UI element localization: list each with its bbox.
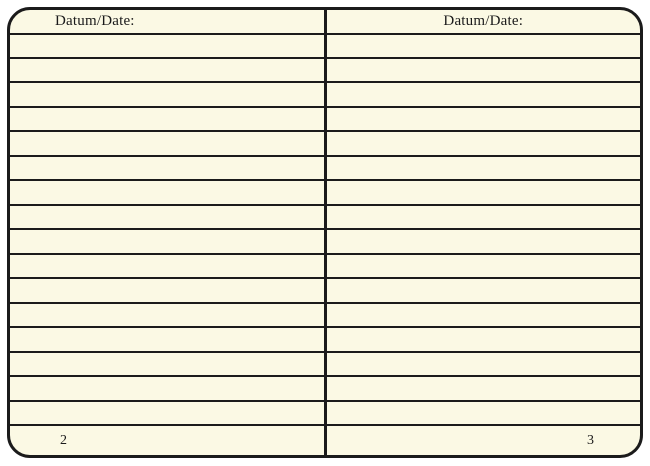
ruled-line-row (327, 230, 641, 254)
ruled-line-row (327, 206, 641, 230)
ruled-line-row (10, 157, 324, 181)
ruled-line-row (327, 59, 641, 83)
ruled-line-row (10, 59, 324, 83)
ruled-line-row (10, 402, 324, 426)
page-number-right: 3 (587, 432, 594, 448)
ruled-line-row (327, 328, 641, 352)
footer-left (10, 426, 324, 455)
ruled-line-row (327, 353, 641, 377)
ruled-line-row (327, 402, 641, 426)
ruled-line-row (10, 35, 324, 59)
ruled-line-row (327, 132, 641, 156)
ruled-lines-left (10, 35, 324, 427)
ruled-line-row (10, 328, 324, 352)
ruled-line-row (10, 181, 324, 205)
ruled-lines-right (327, 35, 641, 427)
footer-right (327, 426, 641, 455)
ruled-line-row (10, 279, 324, 303)
page-left (10, 10, 324, 455)
ruled-line-row (327, 83, 641, 107)
ruled-line-row (327, 108, 641, 132)
page-number-left: 2 (60, 432, 67, 448)
ruled-line-row (10, 230, 324, 254)
ruled-line-row (10, 83, 324, 107)
date-header-left (10, 10, 324, 35)
ruled-line-row (327, 304, 641, 328)
notebook-page-spread (7, 7, 643, 458)
ruled-line-row (327, 255, 641, 279)
ruled-line-row (10, 304, 324, 328)
ruled-line-row (327, 377, 641, 401)
ruled-line-row (327, 35, 641, 59)
date-label-right: Datum/Date: (443, 12, 524, 29)
ruled-line-row (10, 108, 324, 132)
date-header-right (327, 10, 641, 35)
ruled-line-row (10, 255, 324, 279)
date-label-left: Datum/Date: (55, 12, 135, 29)
ruled-line-row (10, 353, 324, 377)
ruled-line-row (327, 157, 641, 181)
page-right (327, 10, 641, 455)
ruled-line-row (327, 279, 641, 303)
ruled-line-row (10, 377, 324, 401)
ruled-line-row (10, 132, 324, 156)
ruled-line-row (327, 181, 641, 205)
ruled-line-row (10, 206, 324, 230)
